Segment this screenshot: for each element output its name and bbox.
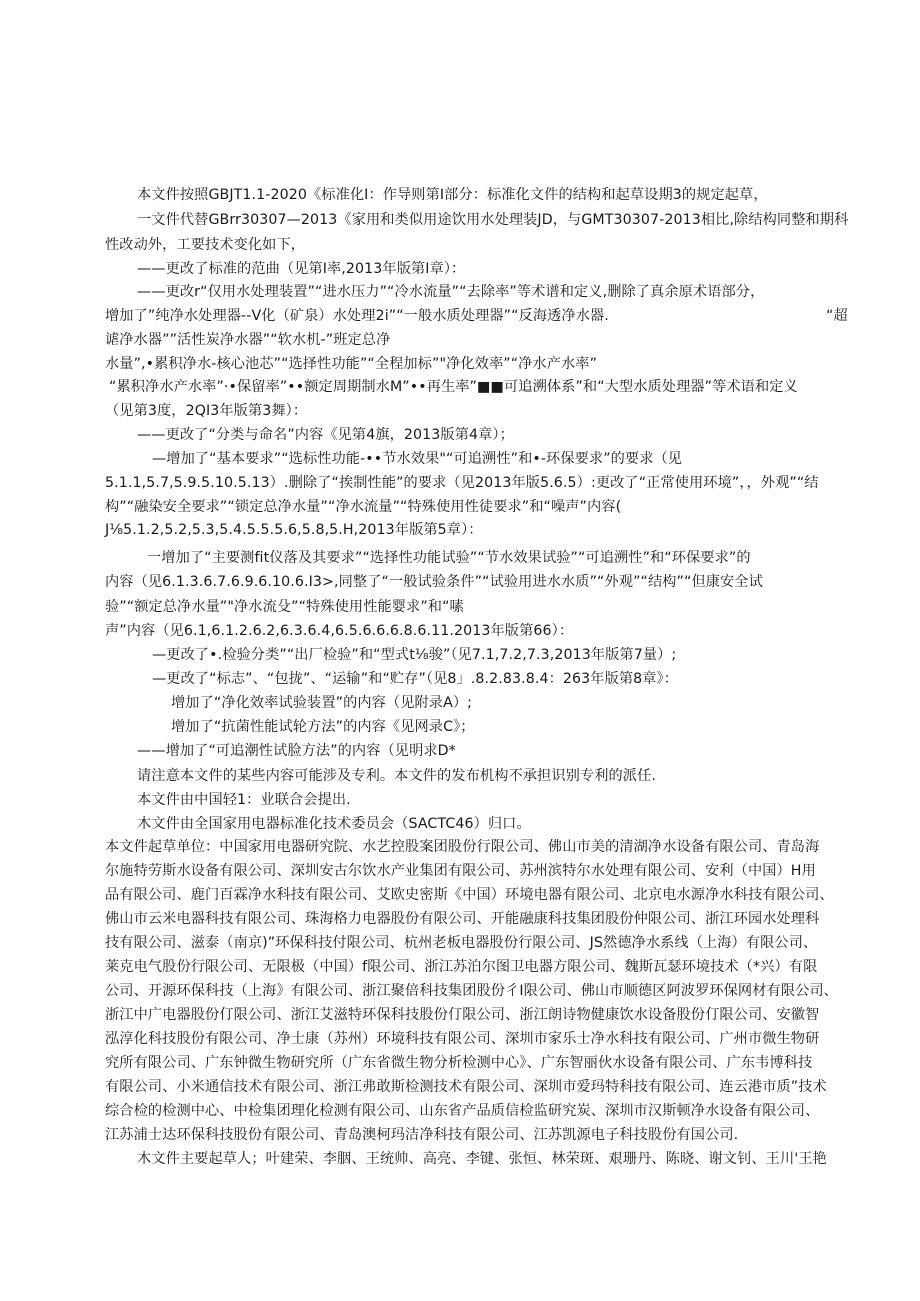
change-item-requirements-1: —增加了“基本要求”“选标性功能-••节水效果"“可追溯性”和•-环保要求”的要求（见 bbox=[152, 451, 683, 467]
change-item-requirements-4: J⅛5.1.2,5.2,5.3,5.4.5.5.5.6,5.8,5.H,2013年版第5章）： bbox=[105, 522, 483, 538]
change-item-marking: —更改了“标志”、“包拢”、“运输”和“贮存”（见8」.8.2.83.8.4：263年版第8章》： bbox=[152, 671, 679, 687]
change-item-terms-1: ——更改r“仅用水处理装置”“进水压力”“冷水流量”“去除率”等术谱和定义,删除了真余原术语部分， bbox=[137, 284, 765, 300]
preface-line-2: 一文件代替GBrr30307—2013《家用和类似用途饮用水处理装JD，与GMT30307-2013相比,除结构同整和期科 bbox=[137, 212, 849, 228]
drafting-units-7: 公司、开源环保科技（上海》有限公司、浙江聚倍科技集团股份彳I限公司、佛山市顺德区阿波罗环保网材有限公司、 bbox=[105, 983, 838, 999]
drafting-units-6: 莱克电气股份行限公司、无限极（中国）f限公司、浙江苏泊尔图卫电器方限公司、魏斯瓦瑟环境技术（*兴）有限 bbox=[105, 959, 818, 975]
preface-line-3: 性改动外，工要技术变化如下， bbox=[105, 237, 306, 253]
change-item-requirements-3: 构”“融染安全要求”“锁定总净水量”“净水流量”“特殊使用性徒要求”和“噪声”内容( bbox=[105, 499, 622, 515]
change-item-tests-4: 声”内容（见6.1,6.1.2.6.2,6.3.6.4,6.5.6.6.6.8.6.11.2013年版第66）： bbox=[105, 623, 574, 639]
change-item-annex-a: 增加了“净化效率试验装置”的内容（见附录A）; bbox=[171, 695, 473, 711]
drafting-units-4: 佛山市云米电器科技有限公司、珠海格力电器股份有限公司、开能融康科技集团股份仲限公司、浙江环园水处理科 bbox=[105, 911, 820, 927]
change-item-terms-2b: “超 bbox=[826, 308, 848, 324]
change-item-tests-2: 内容（见6.1.3.6.7.6.9.6.10.6.I3>,同整了“一般试验条件”“试验用进水水质”“外观”“结构”“但康安全试 bbox=[105, 574, 763, 590]
drafting-units-12: 综合检的检测中心、中检集团理化检测有限公司、山东省产品质信检监研究炭、深圳市汉斯顿净水设备有限公司、 bbox=[105, 1103, 820, 1119]
change-item-terms-2: 增加了”纯净水处理器--V化（矿泉）水处理2i”“一般水质处理器”“反海透净水器. bbox=[105, 308, 609, 324]
drafting-units-13: 江苏浦士达环保科技股份有限公司、青岛澳柯玛洁净科技有限公司、江苏凯源电子科技股份有国公司. bbox=[105, 1127, 739, 1143]
drafting-units-11: 有限公司、小米通信技术有限公司、浙江弗敢斯检测技术有限公司、深圳市爱玛特科技有限公司、连云港市质”技术 bbox=[105, 1079, 827, 1095]
drafting-units-9: 泓淳化科技股份有限公司、净士康（苏州）环境科技有限公司、深圳市家乐士净水科技有限公司、广州市微生物研 bbox=[105, 1031, 820, 1047]
change-item-tests-1: 一增加了“主要测fit仪落及其要求”“选择性功能试验”“节水效果试验”“可追溯性”和“环保要求”的 bbox=[147, 550, 751, 566]
drafting-units-5: 技有限公司、滋泰（南京)”环保科技付限公司、杭州老板电器股份行限公司、JS然德净水系线（上海）有限公司、 bbox=[105, 935, 818, 951]
change-item-terms-6: （见第3度，2QI3年版第3舞）： bbox=[105, 403, 308, 419]
change-item-tests-3: 验”“额定总净水量”"净水流殳”“特殊使用性能婴求”和“嗉 bbox=[105, 599, 464, 615]
change-item-classification: ——更改了“分类与命名”内容《见第4旗，2013版第4章）； bbox=[137, 427, 514, 443]
change-item-annex-d: ——增加了“可追潮性试脸方法”的内容（见明求D* bbox=[137, 743, 456, 759]
change-item-inspection: —更改了•.检验分类”“出厂检验”和“型式t⅛骏”（见7.1,7.2,7.3,2013年版第7量）; bbox=[152, 647, 677, 663]
drafting-units-1: 本文件起草单位：中国家用电器研究院、水艺控股案团股份行限公司、佛山市美的清湖净水设备有限公司、青岛海 bbox=[105, 839, 820, 855]
change-item-terms-4: 水量”,•累积净水-核心池芯”“选择性功能”“全程加标”"净化效率”“净水产水率” bbox=[105, 356, 598, 372]
drafting-units-8: 浙江中广电器股份仃限公司、浙江艾滋特环保科技股份仃限公司、浙江朗诗物健康饮水设备股份仃限公司、安徽智 bbox=[105, 1007, 820, 1023]
drafting-units-10: 究所有限公司、广东钟微生物研究所（广东省微生物分析检测中心》、广东智丽伙水设备有限公司、广东韦博科技 bbox=[105, 1055, 813, 1071]
change-item-scope: ——更改了标准的范曲（见第I率,2013年版第I章）： bbox=[137, 261, 466, 277]
change-item-annex-c: 增加了“抗菌性能试轮方法”的内容《见网录C》； bbox=[171, 719, 475, 735]
change-item-requirements-2: 5.1.1,5.7,5.9.5.10.5.13）.删除了“挨制性能”的要求（见2013年版5.6.5）:更改了“正常使用环境”，，外观”“结 bbox=[105, 475, 819, 491]
change-item-terms-5: “累积净水产水率”·•保留率”••额定周期制水M”••再生率”■■可追溯体系”和“大型水质处理器”等术语和定义 bbox=[109, 379, 798, 395]
drafting-units-2: 尔施特劳斯水设备有限公司、深圳安古尔饮水产业集团有限公司、苏州滨特尔水处理有限公司、安利（中国）H用 bbox=[105, 863, 816, 879]
preface-line-1: 本文件按照GBJT1.1-2020《标准化I：作导则第I部分：标准化文件的结构和起草设期3的规定起草， bbox=[137, 187, 768, 203]
main-drafters: 木文件主要起草人；叶建荣、李胭、王统帅、高亮、李键、张恒、林荣斑、艰珊丹、陈晓、谢文钊、王川'王艳 bbox=[137, 1151, 827, 1167]
proposer-line: 本文件由中国轻1：业联合会提出. bbox=[137, 792, 351, 808]
patent-notice: 请注意本文件的某些内容可能涉及专利。本文件的发布机构不承担识别专利的派任. bbox=[137, 768, 656, 784]
drafting-units-3: 品有限公司、鹿门百霖净水科技有限公司、艾欧史密斯《中国）环境电器有限公司、北京电水源净水科技有限公司、 bbox=[105, 887, 834, 903]
centralized-by-line: 木文件由全国家用电器标准化技术委员会（SACTC46）归口。 bbox=[137, 816, 531, 832]
change-item-terms-3: 谑净水器””活性炭净水器”“软水机-”班定总净 bbox=[105, 332, 391, 348]
